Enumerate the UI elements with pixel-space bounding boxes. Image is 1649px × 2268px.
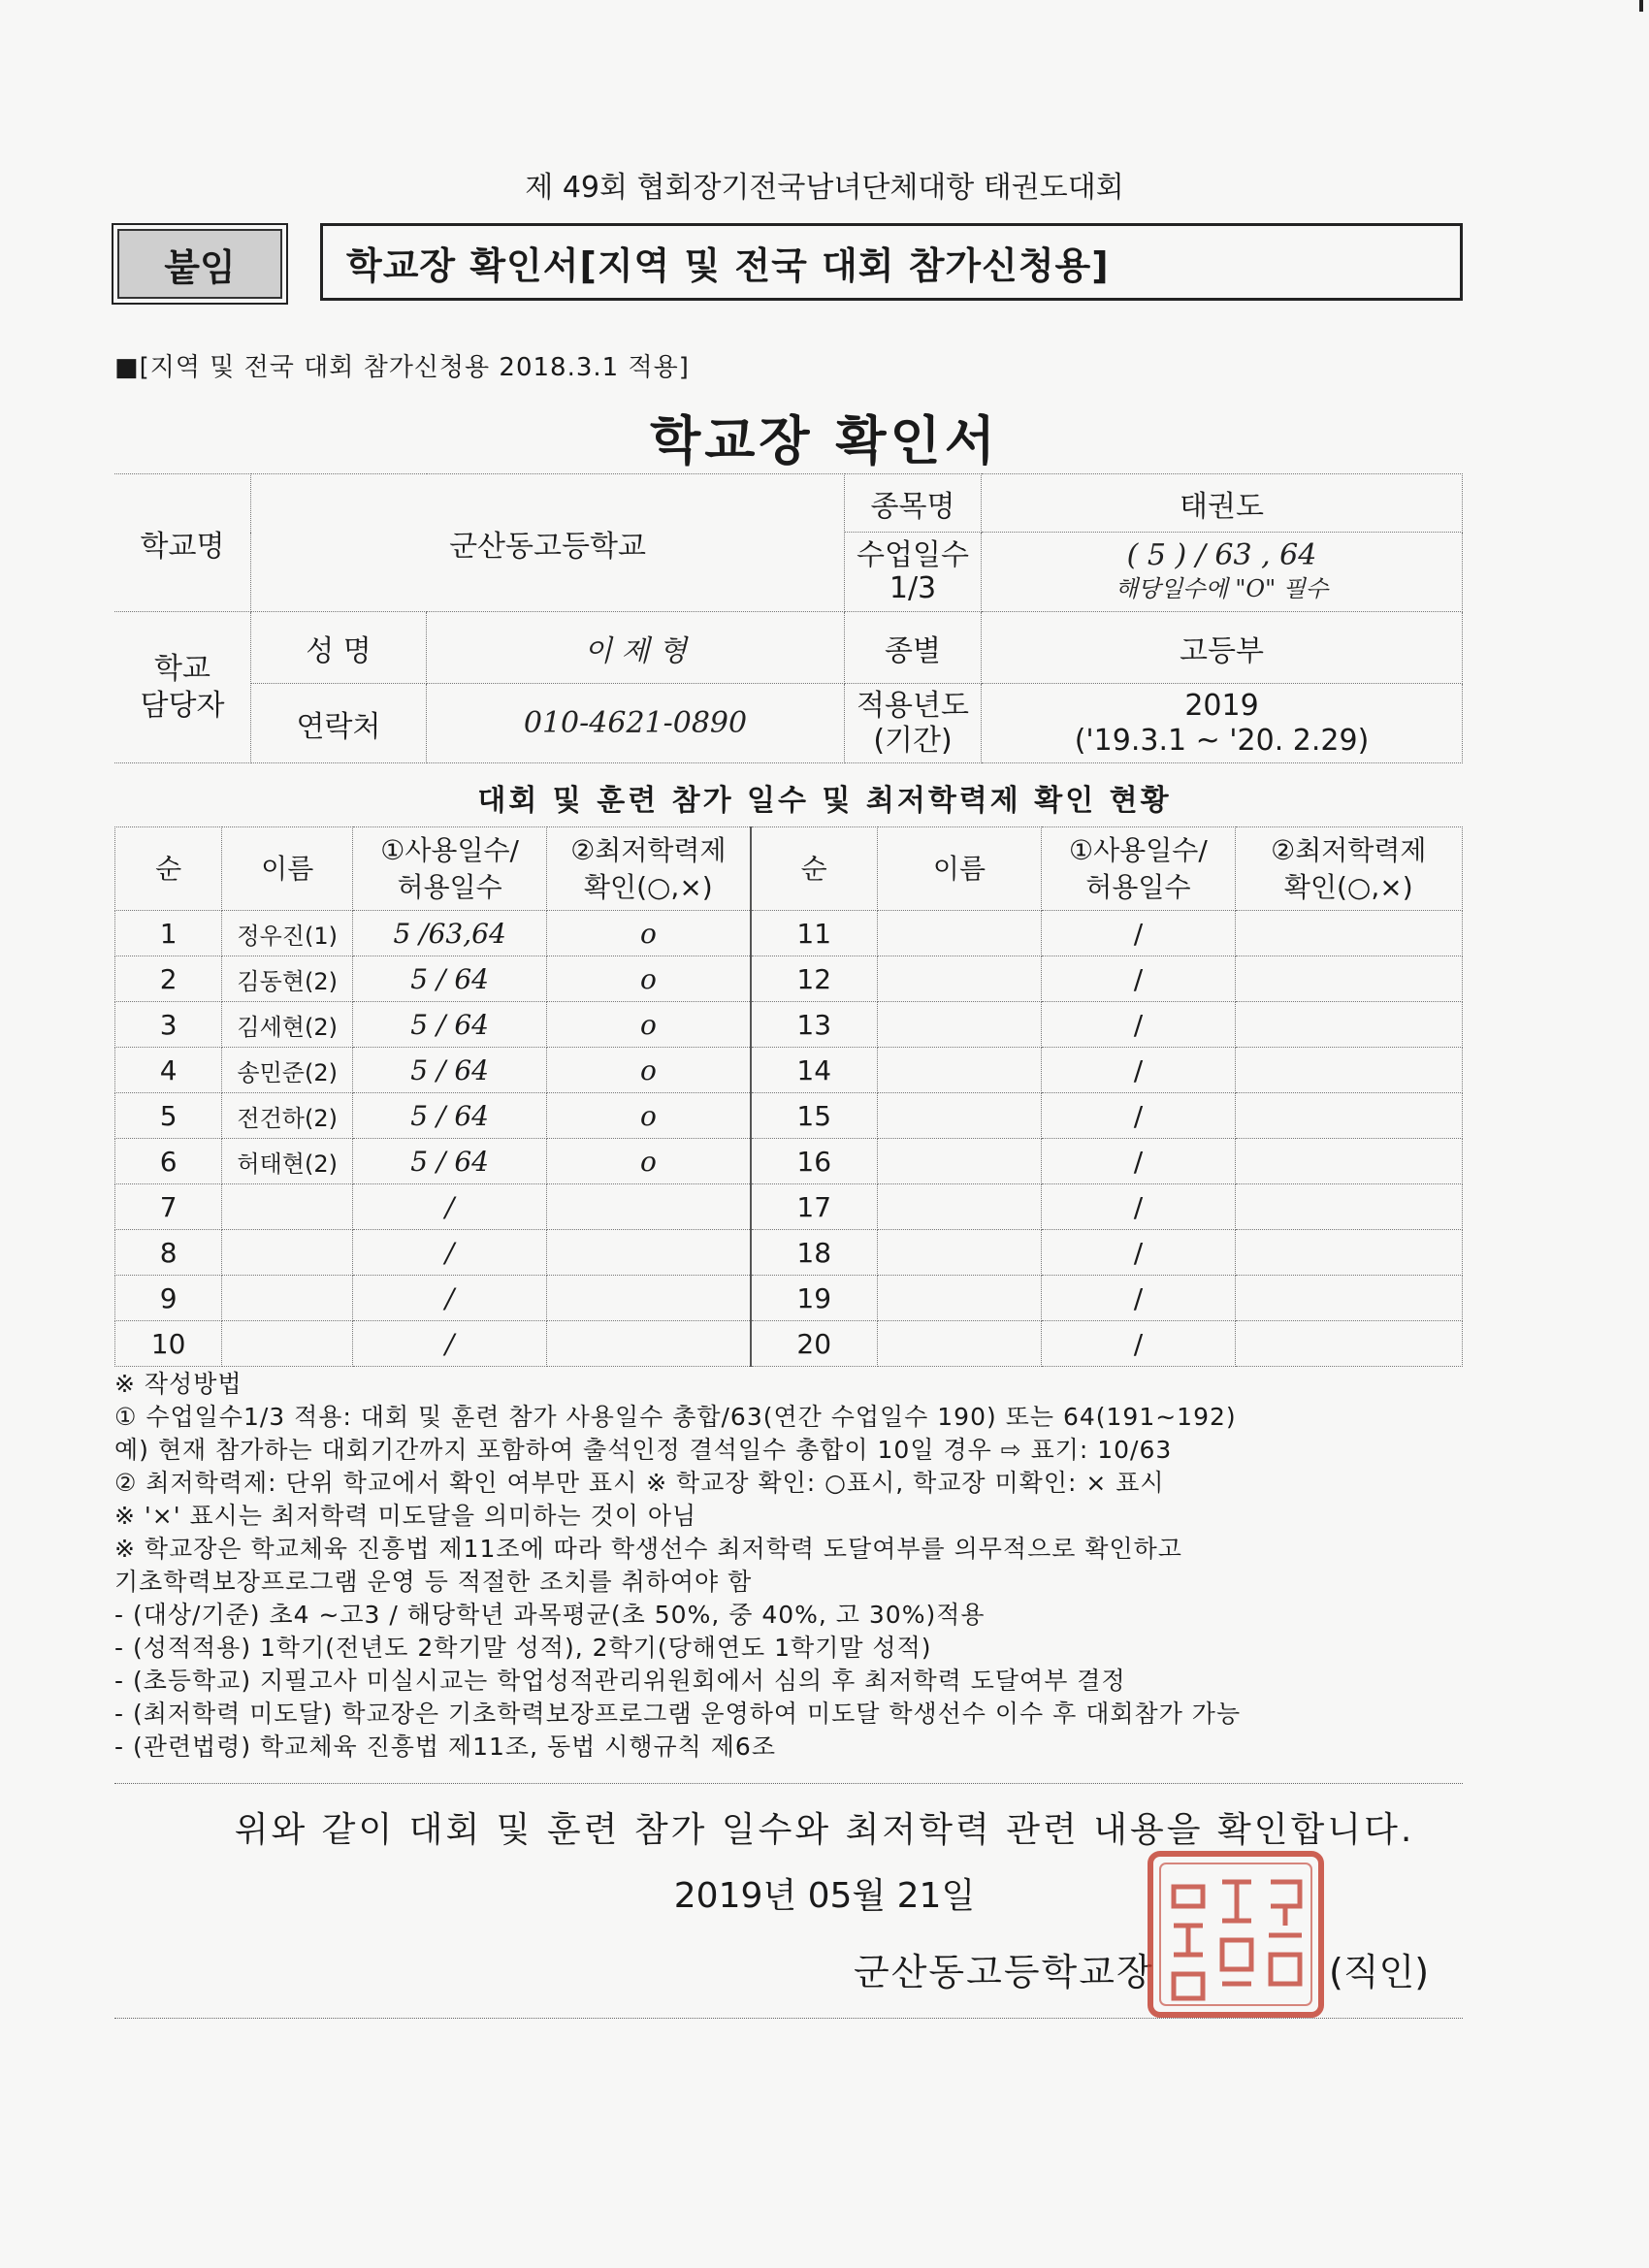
- row-days-right: /: [1042, 1048, 1235, 1093]
- row-name-right: [877, 956, 1042, 1002]
- note-line: 예) 현재 참가하는 대회기간까지 포함하여 출석인정 결석일수 총합이 10일 경우 ⇨ 표기: 10/63: [114, 1436, 1173, 1464]
- name-label: 성 명: [251, 612, 427, 684]
- col-min-right-line2: 확인(○,×): [1283, 870, 1413, 903]
- row-name-right: [877, 1002, 1042, 1048]
- issue-date: 2019년 05월 21일: [673, 1876, 976, 1916]
- sport-value: 태권도: [982, 474, 1463, 533]
- official-seal-stamp: [1145, 1848, 1327, 2021]
- col-no: 순: [115, 827, 222, 911]
- col-min-right-line1: ②최저학력제: [1271, 833, 1427, 866]
- row-no: 8: [115, 1230, 222, 1276]
- table-row: [115, 1321, 1463, 1367]
- col-days-line1: ①사용일수/: [380, 833, 519, 866]
- division-label: 종별: [845, 612, 982, 684]
- row-no: 6: [115, 1139, 222, 1184]
- row-days-right: /: [1042, 1184, 1235, 1230]
- row-days: 5 / 64: [353, 956, 547, 1002]
- document-banner: 학교장 확인서[지역 및 전국 대회 참가신청용]: [320, 223, 1463, 301]
- row-days-right: /: [1042, 1276, 1235, 1321]
- row-min: o: [547, 1048, 751, 1093]
- col-name: 이름: [222, 827, 353, 911]
- attachment-badge: 붙임: [112, 223, 288, 305]
- note-line: ① 수업일수1/3 적용: 대회 및 훈련 참가 사용일수 총합/63(연간 수업일수 190) 또는 64(191~192): [114, 1403, 1237, 1431]
- sport-label: 종목명: [845, 474, 982, 533]
- row-name: [222, 1321, 353, 1367]
- row-name: 정우진(1): [222, 911, 353, 956]
- row-no: 7: [115, 1184, 222, 1230]
- row-name: 송민준(2): [222, 1048, 353, 1093]
- row-days-right: /: [1042, 1139, 1235, 1184]
- row-no: 1: [115, 911, 222, 956]
- name-value: 이 제 형: [427, 612, 845, 684]
- row-days-right: /: [1042, 1321, 1235, 1367]
- row-name-right: [877, 1139, 1042, 1184]
- contact-label-line2: 담당자: [140, 688, 225, 723]
- confirmation-statement: 위와 같이 대회 및 훈련 참가 일수와 최저학력 관련 내용을 확인합니다.: [234, 1810, 1415, 1850]
- row-name-right: [877, 1321, 1042, 1367]
- year-label: [845, 684, 982, 763]
- division-value: 고등부: [982, 612, 1463, 684]
- row-min: o: [547, 1139, 751, 1184]
- row-min-right: [1235, 1048, 1462, 1093]
- col-min-right: [1235, 827, 1462, 911]
- row-days-right: /: [1042, 1002, 1235, 1048]
- row-no-right: 15: [751, 1093, 878, 1139]
- col-days: [353, 827, 547, 911]
- signer-title: 군산동고등학교장: [854, 1951, 1154, 1993]
- table-row: [115, 956, 1463, 1002]
- row-days: /: [353, 1276, 547, 1321]
- note-line: - (최저학력 미도달) 학교장은 기초학력보장프로그램 운영하여 미도달 학생선수 이수 후 대회참가 가능: [114, 1700, 1242, 1728]
- col-days-right-line1: ①사용일수/: [1069, 833, 1208, 866]
- row-days: /: [353, 1184, 547, 1230]
- scan-artifact: [1639, 0, 1643, 12]
- row-min-right: [1235, 1184, 1462, 1230]
- page-title: 학교장 확인서: [650, 410, 999, 471]
- row-name: [222, 1184, 353, 1230]
- row-min-right: [1235, 1093, 1462, 1139]
- row-days: /: [353, 1230, 547, 1276]
- row-name-right: [877, 1184, 1042, 1230]
- row-no-right: 19: [751, 1276, 878, 1321]
- note-line: - (관련법령) 학교체육 진흥법 제11조, 동법 시행규칙 제6조: [114, 1733, 776, 1761]
- days-label-line1: 수업일수: [857, 537, 969, 572]
- table-row: [115, 1093, 1463, 1139]
- row-no-right: 16: [751, 1139, 878, 1184]
- row-days-right: /: [1042, 1093, 1235, 1139]
- school-info-table: [114, 473, 1463, 763]
- note-line: ※ 학교장은 학교체육 진흥법 제11조에 따라 학생선수 최저학력 도달여부를 의무적으로 확인하고: [114, 1535, 1182, 1563]
- period-value: ('19.3.1 ~ '20. 2.29): [1074, 723, 1370, 758]
- applicability-notice: ■[지역 및 전국 대회 참가신청용 2018.3.1 적용]: [114, 353, 690, 382]
- participation-rows: [115, 911, 1463, 1367]
- note-line: ② 최저학력제: 단위 학교에서 확인 여부만 표시 ※ 학교장 확인: ○표시, 학교장 미확인: × 표시: [114, 1469, 1165, 1497]
- row-name-right: [877, 1093, 1042, 1139]
- divider: [114, 1783, 1463, 1784]
- row-days-right: /: [1042, 911, 1235, 956]
- row-min-right: [1235, 1321, 1462, 1367]
- row-min: o: [547, 911, 751, 956]
- col-min-line2: 확인(○,×): [583, 870, 713, 903]
- table-row: [115, 1139, 1463, 1184]
- row-days: 5 / 64: [353, 1048, 547, 1093]
- table-row: [115, 1276, 1463, 1321]
- row-no: 10: [115, 1321, 222, 1367]
- row-days: 5 / 64: [353, 1139, 547, 1184]
- note-line: - (대상/기준) 초4 ~고3 / 해당학년 과목평균(초 50%, 중 40%, 고 30%)적용: [114, 1601, 986, 1629]
- row-name: [222, 1230, 353, 1276]
- note-line: ※ 작성방법: [114, 1370, 242, 1398]
- days-label: [845, 533, 982, 612]
- row-min-right: [1235, 956, 1462, 1002]
- table-row: [115, 1048, 1463, 1093]
- row-no: 9: [115, 1276, 222, 1321]
- school-name: 군산동고등학교: [251, 474, 845, 612]
- phone-value: 010-4621-0890: [427, 684, 845, 763]
- row-no-right: 13: [751, 1002, 878, 1048]
- row-days: 5 / 64: [353, 1002, 547, 1048]
- row-name: 전건하(2): [222, 1093, 353, 1139]
- table-row: [115, 1184, 1463, 1230]
- col-days-right-line2: 허용일수: [1085, 870, 1191, 903]
- seal-label: (직인): [1329, 1951, 1430, 1993]
- row-name: [222, 1276, 353, 1321]
- contact-label-line1: 학교: [154, 651, 210, 686]
- row-min: [547, 1321, 751, 1367]
- row-days: 5 / 64: [353, 1093, 547, 1139]
- row-no-right: 18: [751, 1230, 878, 1276]
- row-min-right: [1235, 1230, 1462, 1276]
- days-note: 해당일수에 "O" 필수: [1115, 574, 1329, 602]
- row-min-right: [1235, 1002, 1462, 1048]
- row-name-right: [877, 1276, 1042, 1321]
- year-cell: [982, 684, 1463, 763]
- table-row: [115, 1230, 1463, 1276]
- section-title: 대회 및 훈련 참가 일수 및 최저학력제 확인 현황: [477, 784, 1172, 818]
- row-name-right: [877, 1048, 1042, 1093]
- row-min-right: [1235, 911, 1462, 956]
- note-line: - (성적적용) 1학기(전년도 2학기말 성적), 2학기(당해연도 1학기말 성적): [114, 1634, 932, 1662]
- row-min: [547, 1184, 751, 1230]
- row-name-right: [877, 911, 1042, 956]
- row-min: o: [547, 1093, 751, 1139]
- row-no-right: 17: [751, 1184, 878, 1230]
- year-value: 2019: [1184, 688, 1259, 723]
- instructions: [114, 1368, 1241, 1764]
- participation-table: [114, 826, 1463, 1367]
- row-no: 2: [115, 956, 222, 1002]
- row-days: /: [353, 1321, 547, 1367]
- event-title: 제 49회 협회장기전국남녀단체대항 태권도대회: [525, 171, 1124, 205]
- row-no: 5: [115, 1093, 222, 1139]
- days-value: ( 5 ) / 63 , 64: [1126, 537, 1317, 572]
- row-min: o: [547, 956, 751, 1002]
- col-days-line2: 허용일수: [397, 870, 502, 903]
- row-min-right: [1235, 1139, 1462, 1184]
- col-days-right: [1042, 827, 1235, 911]
- col-min: [547, 827, 751, 911]
- col-name-right: 이름: [877, 827, 1042, 911]
- row-name: 허태현(2): [222, 1139, 353, 1184]
- row-no: 4: [115, 1048, 222, 1093]
- row-no-right: 11: [751, 911, 878, 956]
- row-min: [547, 1276, 751, 1321]
- col-no-right: 순: [751, 827, 878, 911]
- row-name: 김동현(2): [222, 956, 353, 1002]
- year-label-line2: (기간): [873, 723, 953, 758]
- row-days-right: /: [1042, 1230, 1235, 1276]
- row-no-right: 20: [751, 1321, 878, 1367]
- days-label-line2: 1/3: [889, 570, 937, 605]
- col-min-line1: ②최저학력제: [570, 833, 727, 866]
- row-days: 5 /63,64: [353, 911, 547, 956]
- row-days-right: /: [1042, 956, 1235, 1002]
- row-min: o: [547, 1002, 751, 1048]
- note-line: - (초등학교) 지필고사 미실시교는 학업성적관리위원회에서 심의 후 최저학력 도달여부 결정: [114, 1667, 1126, 1695]
- year-label-line1: 적용년도: [857, 688, 969, 723]
- phone-label: 연락처: [251, 684, 427, 763]
- row-no-right: 14: [751, 1048, 878, 1093]
- row-name: 김세현(2): [222, 1002, 353, 1048]
- row-no-right: 12: [751, 956, 878, 1002]
- contact-label: [114, 612, 251, 763]
- row-name-right: [877, 1230, 1042, 1276]
- row-min-right: [1235, 1276, 1462, 1321]
- row-min: [547, 1230, 751, 1276]
- note-line: 기초학력보장프로그램 운영 등 적절한 조치를 취하여야 함: [114, 1568, 753, 1596]
- school-label: 학교명: [114, 474, 251, 612]
- note-line: ※ '×' 표시는 최저학력 미도달을 의미하는 것이 아님: [114, 1502, 697, 1530]
- row-no: 3: [115, 1002, 222, 1048]
- days-cell: [982, 533, 1463, 612]
- table-row: [115, 1002, 1463, 1048]
- table-row: [115, 911, 1463, 956]
